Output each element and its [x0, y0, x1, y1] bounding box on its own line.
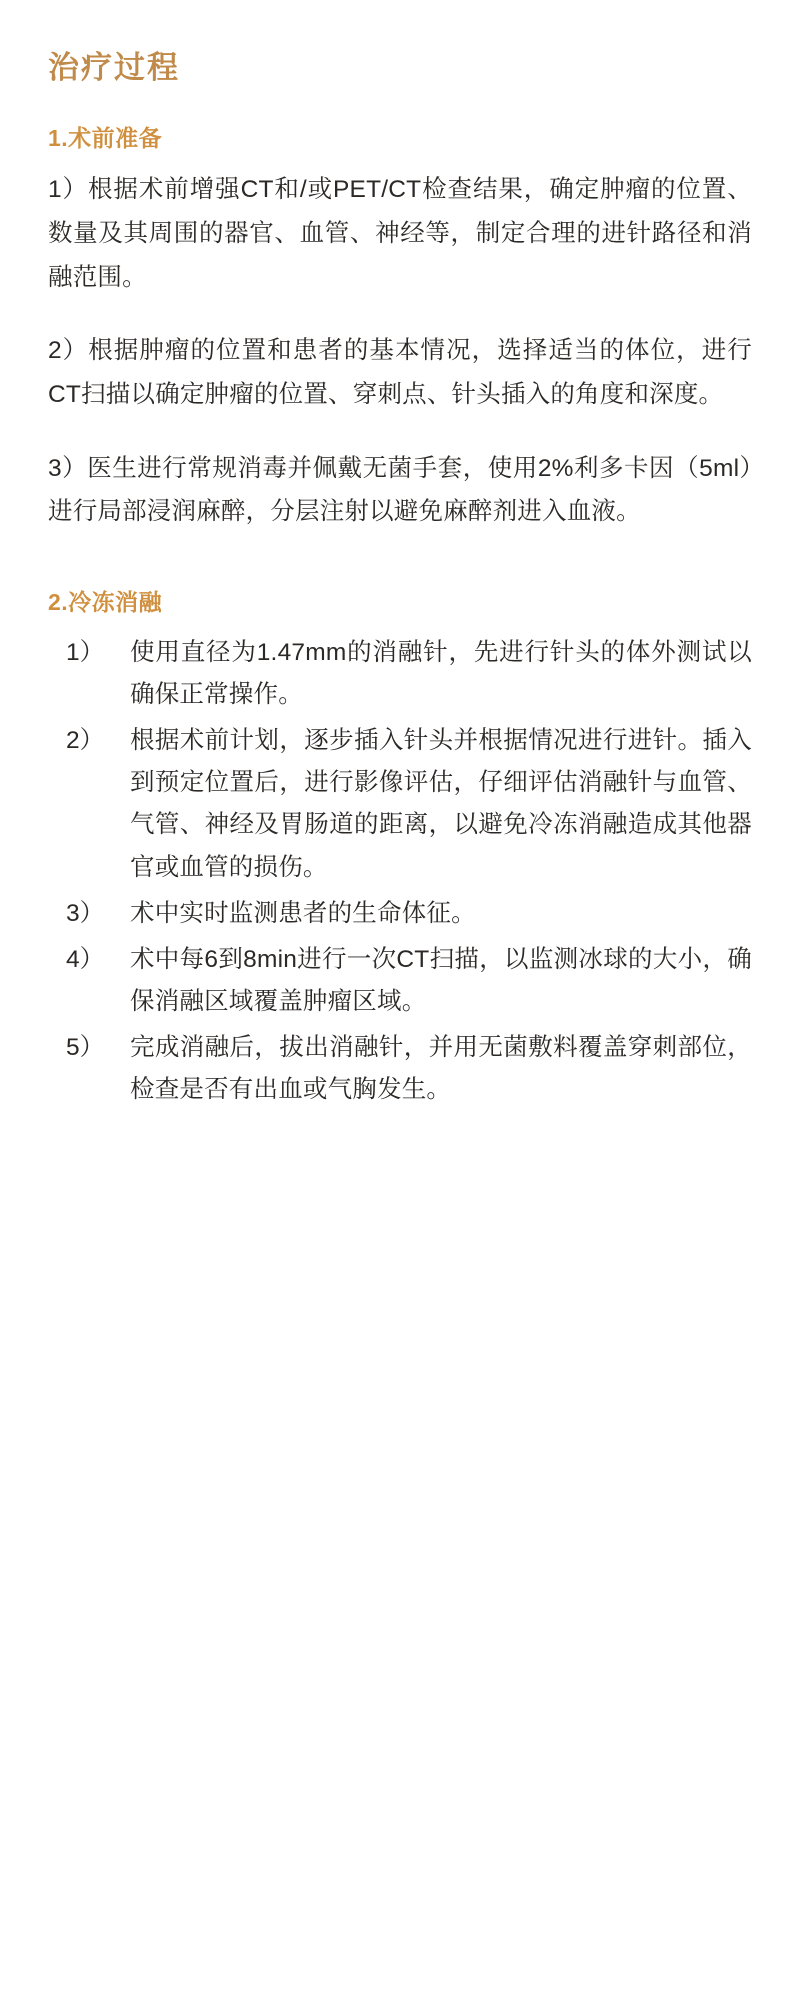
- list-item-marker: 3）: [66, 899, 105, 927]
- paragraph-1-1: 1）根据术前增强CT和/或PET/CT检查结果，确定肿瘤的位置、数量及其周围的器官、血管、神经等，制定合理的进针路径和消融范围。: [48, 176, 752, 291]
- list-item-text: 术中实时监测患者的生命体征。: [130, 899, 476, 927]
- cryoablation-step-list: [48, 632, 752, 1111]
- list-item-marker: 2）: [66, 727, 105, 755]
- list-item-text: 使用直径为1.47mm的消融针，先进行针头的体外测试以确保正常操作。: [130, 638, 752, 709]
- list-item-text: 根据术前计划，逐步插入针头并根据情况进行进针。插入到预定位置后，进行影像评估，仔细评估消融针与血管、气管、神经及胃肠道的距离，以避免冷冻消融造成其他器官或血管的损伤。: [130, 727, 752, 881]
- section-heading-2: 2.冷冻消融: [48, 588, 163, 615]
- section-cryoablation: [48, 586, 752, 1112]
- list-item-marker: 4）: [66, 945, 105, 973]
- list-item: [48, 632, 752, 716]
- section-heading-1: 1.术前准备: [48, 125, 163, 152]
- list-item-marker: 5）: [66, 1034, 105, 1062]
- list-item: [48, 893, 752, 935]
- list-item-text: 术中每6到8min进行一次CT扫描，以监测冰球的大小，确保消融区域覆盖肿瘤区域。: [130, 945, 752, 1015]
- paragraph-1-2: 2）根据肿瘤的位置和患者的基本情况，选择适当的体位，进行CT扫描以确定肿瘤的位置、穿刺点、针头插入的角度和深度。: [48, 337, 752, 408]
- list-item-text: 完成消融后，拔出消融针，并用无菌敷料覆盖穿刺部位，检查是否有出血或气胸发生。: [130, 1034, 752, 1104]
- list-item: [48, 939, 752, 1023]
- list-item-marker: 1）: [66, 638, 105, 666]
- section-divider-space: [48, 568, 752, 586]
- list-item: [48, 720, 752, 889]
- list-item: [48, 1027, 752, 1111]
- page-title: 治疗过程: [48, 50, 180, 85]
- paragraph-1-3: 3）医生进行常规消毒并佩戴无菌手套，使用2%利多卡因（5ml）进行局部浸润麻醉，分层注射以避免麻醉剂进入血液。: [48, 454, 752, 526]
- section-preoperative-preparation: [48, 122, 752, 533]
